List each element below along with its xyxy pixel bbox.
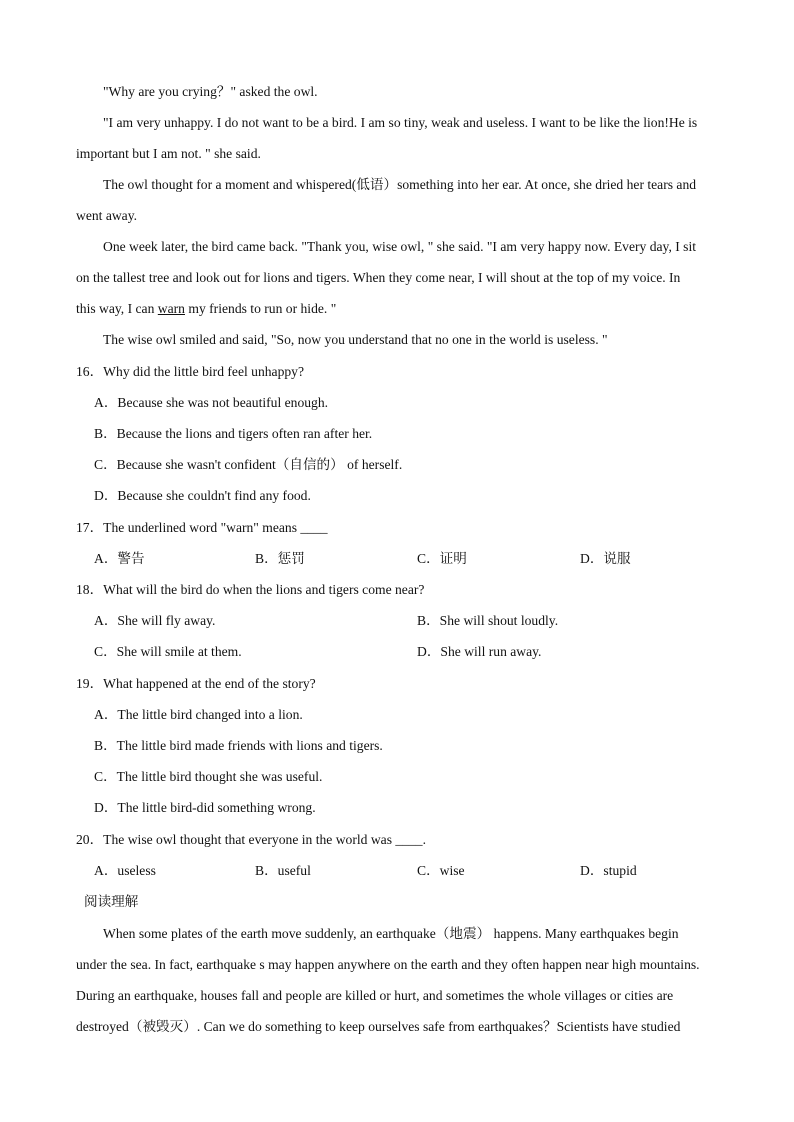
passage-paragraph-2-line-2: important but I am not. " she said. [76,146,261,161]
underlined-word-warn: warn [157,301,185,316]
question-19-option-a: A．The little bird changed into a lion. [94,707,303,722]
question-18-option-c: C．She will smile at them. [94,644,242,659]
passage-paragraph-4-line-1: One week later, the bird came back. "Thank you, wise owl, " she said. "I am very happy now. Every day, I sit [103,239,697,254]
section-passage-line-3: During an earthquake, houses fall and people are killed or hurt, and sometimes the whole villages or cities are [76,988,674,1003]
passage-paragraph-4-line-2: on the tallest tree and look out for lions and tigers. When they come near, I will shout at the top of my voice. In [76,270,681,285]
question-19-stem: 19．What happened at the end of the story? [76,676,316,691]
question-18-stem: 18．What will the bird do when the lions and tigers come near? [76,582,425,597]
question-19-option-d: D．The little bird-did something wrong. [94,800,316,815]
question-18-option-b: B．She will shout loudly. [417,613,559,628]
question-16-option-c: C．Because she wasn't confident（自信的） of herself. [94,457,403,472]
section-passage-line-1: When some plates of the earth move suddenly, an earthquake（地震） happens. Many earthquakes begin [103,926,679,941]
section-passage-line-4: destroyed（被毁灭）. Can we do something to keep ourselves safe from earthquakes？Scientists have studied [76,1019,681,1034]
question-20-option-d: D．stupid [580,863,637,878]
question-17-option-a: A．警告 [94,551,145,566]
question-20-option-a: A．useless [94,863,156,878]
section-label: 阅读理解 [84,894,139,909]
passage-paragraph-4-line-3 [76,300,756,318]
passage-paragraph-3-line-2: went away. [76,208,138,223]
question-20-option-b: B．useful [255,863,311,878]
passage-paragraph-2-line-1: "I am very unhappy. I do not want to be a bird. I am so tiny, weak and useless. I want to be like the lion!He is [103,115,698,130]
question-17-option-c: C．证明 [417,551,467,566]
passage-paragraph-1: "Why are you crying？" asked the owl. [103,84,318,99]
passage-paragraph-5: The wise owl smiled and said, "So, now you understand that no one in the world is useless. " [103,332,608,347]
question-19-option-c: C．The little bird thought she was useful. [94,769,323,784]
passage-text: my friends to run or hide. " [184,301,337,316]
question-18-option-a: A．She will fly away. [94,613,216,628]
question-20-stem: 20．The wise owl thought that everyone in the world was ____. [76,832,426,847]
question-16-option-b: B．Because the lions and tigers often ran after her. [94,426,373,441]
question-16-option-a: A．Because she was not beautiful enough. [94,395,329,410]
question-19-option-b: B．The little bird made friends with lions and tigers. [94,738,383,753]
passage-paragraph-3-line-1: The owl thought for a moment and whispered(低语）something into her ear. At once, she dried her tears and [103,177,697,192]
question-20-option-c: C．wise [417,863,465,878]
question-17-option-d: D．说服 [580,551,631,566]
question-18-option-d: D．She will run away. [417,644,542,659]
question-16-option-d: D．Because she couldn't find any food. [94,488,311,503]
question-17-option-b: B．惩罚 [255,551,305,566]
section-passage-line-2: under the sea. In fact, earthquake s may happen anywhere on the earth and they often happen near high mountains. [76,957,700,972]
question-17-stem: 17．The underlined word "warn" means ____ [76,520,328,535]
question-16-stem: 16．Why did the little bird feel unhappy? [76,364,305,379]
passage-text: this way, I can [76,301,158,316]
